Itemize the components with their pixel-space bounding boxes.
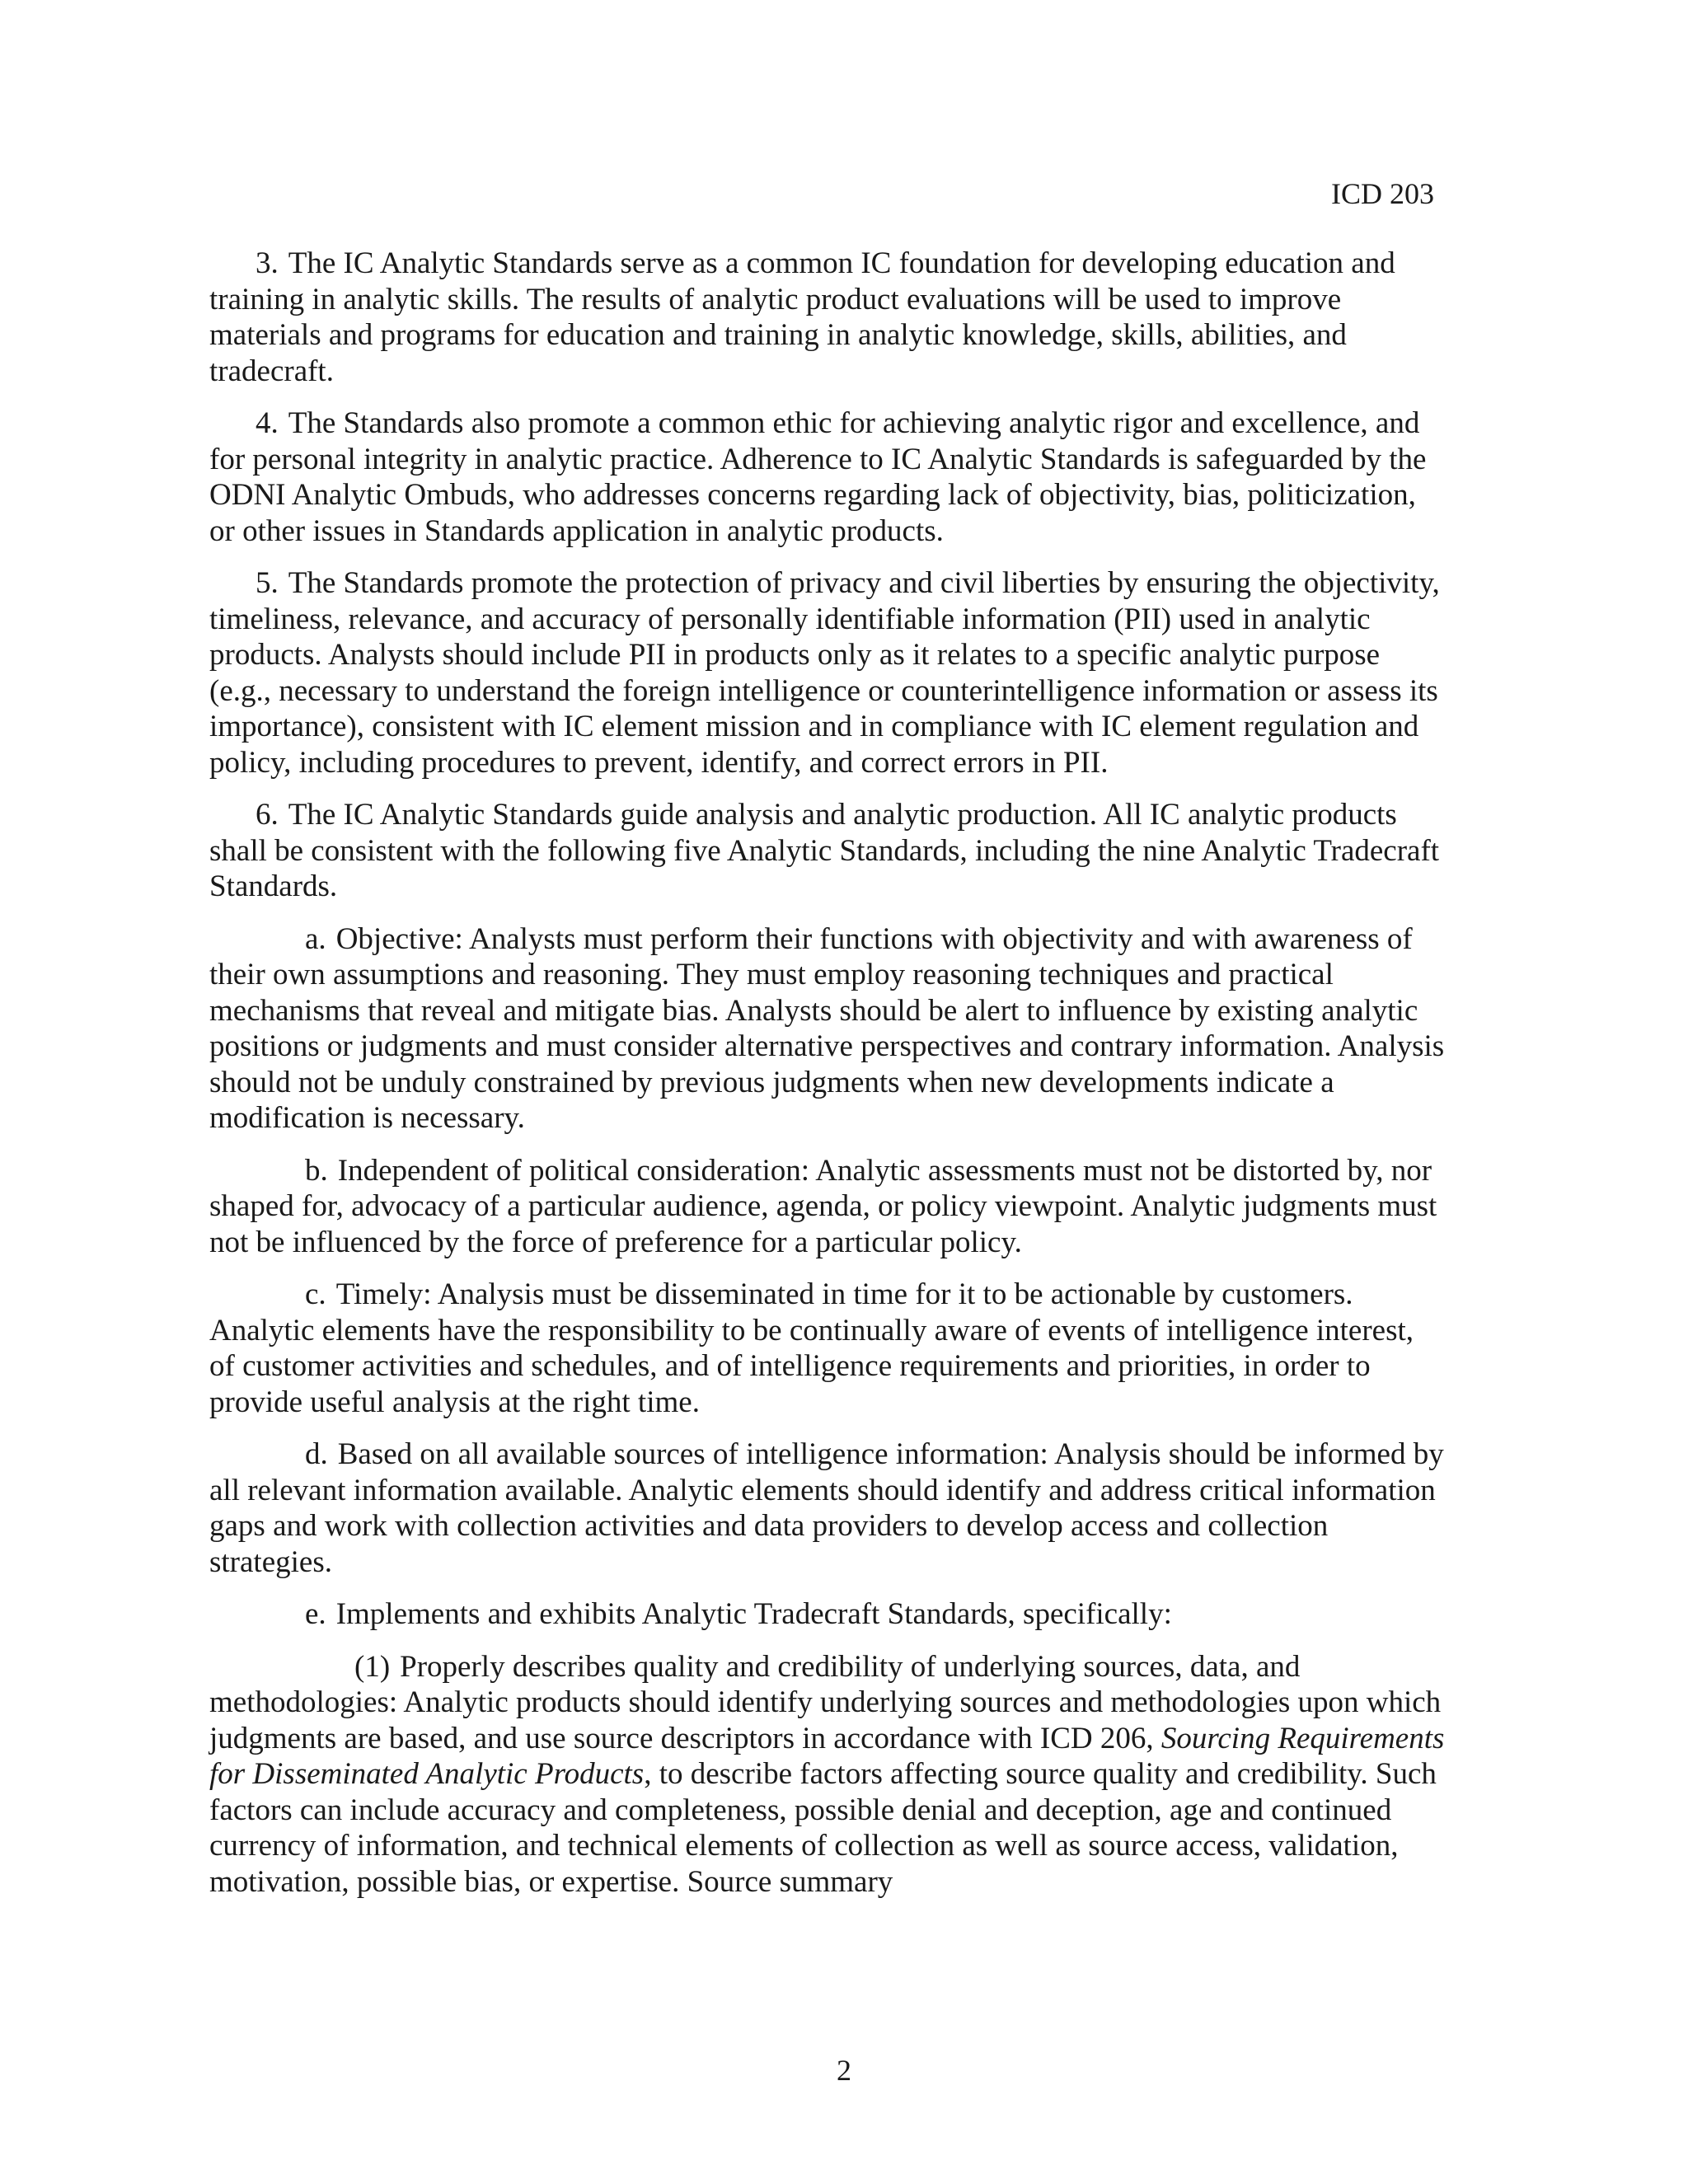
- subparagraph-letter: d.: [305, 1437, 328, 1471]
- subparagraph-b: [209, 1153, 1446, 1261]
- subparagraph-text: Timely: Analysis must be disseminated in time for it to be actionable by customers. Analytic elements have the responsibility to be continually aware of events of intelligence interest, of customer activities and schedules, and of intelligence requirements and priorities, in order to provide useful analysis at the right time.: [209, 1277, 1414, 1419]
- subparagraph-d: [209, 1436, 1446, 1580]
- subparagraph-letter: b.: [305, 1153, 328, 1188]
- subparagraph-a: [209, 921, 1446, 1137]
- paragraph-number: 3.: [256, 246, 279, 280]
- document-body: [209, 246, 1446, 1916]
- item-text-after: , to describe factors affecting source quality and credibility. Such factors can include accuracy and completeness, possible denial and deception, age and continued currency of information, and technical elements of collection as well as source access, validation, motivation, possible bias, or expertise. Source summary: [209, 1757, 1437, 1899]
- subparagraph-e: [209, 1596, 1446, 1633]
- subparagraph-text: Objective: Analysts must perform their functions with objectivity and with awareness of their own assumptions and reasoning. They must employ reasoning techniques and practical mechanisms that reveal and mitigate bias. Analysts should be alert to influence by existing analytic positions or judgments and must consider alternative perspectives and contrary information. Analysis should not be unduly constrained by previous judgments when new developments indicate a modification is necessary.: [209, 921, 1445, 1135]
- paragraph-text: The IC Analytic Standards guide analysis and analytic production. All IC analytic products shall be consistent with the following five Analytic Standards, including the nine Analytic Tradecraft Standards.: [209, 798, 1440, 903]
- paragraph-3: [209, 246, 1446, 389]
- paragraph-text: The IC Analytic Standards serve as a common IC foundation for developing education and training in analytic skills. The results of analytic product evaluations will be used to improve materials and programs for education and training in analytic knowledge, skills, abilities, and tradecraft.: [209, 246, 1395, 388]
- subparagraph-letter: e.: [305, 1597, 326, 1631]
- paragraph-number: 5.: [256, 566, 279, 600]
- paragraph-text: The Standards also promote a common ethic for achieving analytic rigor and excellence, and for personal integrity in analytic practice. Adherence to IC Analytic Standards is safeguarded by the ODNI Analytic Ombuds, who addresses concerns regarding lack of objectivity, bias, politicization, or other issues in Standards application in analytic products.: [209, 406, 1427, 548]
- subparagraph-text: Implements and exhibits Analytic Tradecraft Standards, specifically:: [335, 1597, 1172, 1631]
- subparagraph-text: Based on all available sources of intelligence information: Analysis should be informed by all relevant information available. Analytic elements should identify and address critical information gaps and work with collection activities and data providers to develop access and collection strategies.: [209, 1437, 1444, 1579]
- paragraph-text: The Standards promote the protection of privacy and civil liberties by ensuring the objectivity, timeliness, relevance, and accuracy of personally identifiable information (PII) used in analytic products. Analysts should include PII in products only as it relates to a specific analytic purpose (e.g., necessary to understand the foreign intelligence or counterintelligence information or assess its importance), consistent with IC element mission and in compliance with IC element regulation and policy, including procedures to prevent, identify, and correct errors in PII.: [209, 566, 1440, 780]
- paragraph-5: [209, 565, 1446, 780]
- paragraph-4: [209, 405, 1446, 549]
- item-1: [209, 1649, 1446, 1900]
- paragraph-number: 6.: [256, 798, 279, 832]
- item-text-before: Properly describes quality and credibility of underlying sources, data, and methodologies: Analytic products should identify underlying sources and methodologies upon which judgments are based, and use source descriptors in accordance with ICD 206,: [209, 1649, 1442, 1755]
- item-number: (1): [354, 1649, 391, 1684]
- subparagraph-c: [209, 1277, 1446, 1420]
- page-number: 2: [837, 2054, 851, 2087]
- subparagraph-letter: c.: [305, 1277, 326, 1311]
- subparagraph-letter: a.: [305, 921, 326, 956]
- subparagraph-text: Independent of political consideration: Analytic assessments must not be distorted by, nor shaped for, advocacy of a particular audience, agenda, or policy viewpoint. Analytic judgments must not be influenced by the force of preference for a particular policy.: [209, 1153, 1437, 1259]
- document-id-header: ICD 203: [1331, 177, 1434, 210]
- item-italic-title: Sourcing Requirements for Disseminated Analytic Products: [209, 1721, 1445, 1791]
- paragraph-6: [209, 797, 1446, 905]
- paragraph-number: 4.: [256, 406, 279, 440]
